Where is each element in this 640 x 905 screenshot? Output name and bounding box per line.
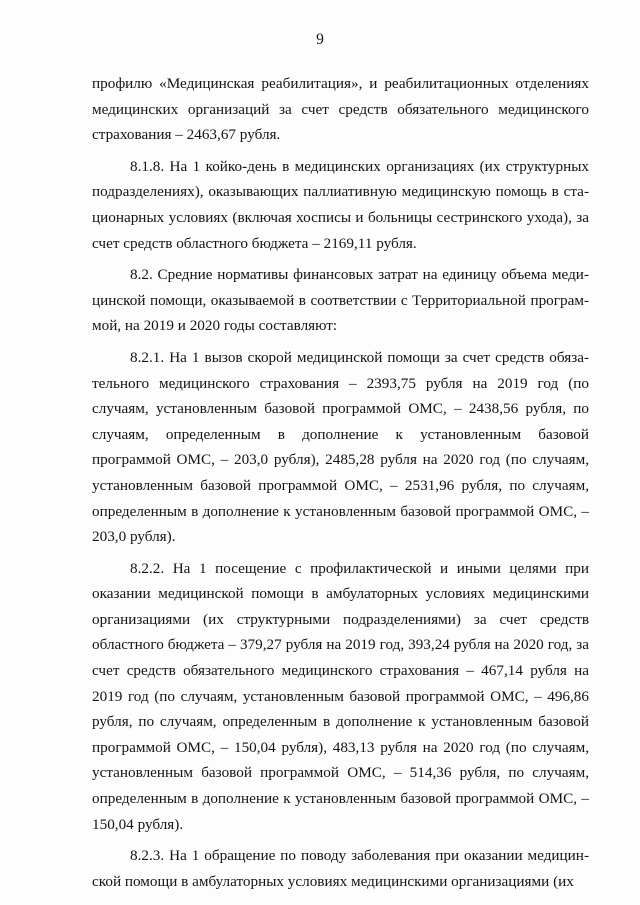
- document-body: [92, 71, 589, 900]
- paragraph-8-2-1: 8.2.1. На 1 вызов скорой медицинской помощи за счет средств обязательного медицинского страхования – 2393,75 рубля на 2019 год (по случаям, установленным базовой программой ОМС, – 2438,56 рубля, по случаям, определенным в дополнение к установленным базовой программой ОМС, – 203,0 рубля), 2485,28 рубля на 2020 год (по случаям, установленным базовой программой ОМС, – 2531,96 рубля, по случаям, определенным в дополнение к установленным базовой программой ОМС, – 203,0 рубля).: [92, 348, 589, 546]
- paragraph-8-2-3: 8.2.3. На 1 обращение по поводу заболевания при оказании медицинской помощи в амбулаторных условиях медицинскими организациями (их: [92, 847, 589, 890]
- paragraph-continuation: профилю «Медицинская реабилитация», и реабилитационных отделениях медицинских организаций за счет средств обязательного медицинского страхования – 2463,67 рубля.: [92, 75, 589, 144]
- paragraph-8-2-2: 8.2.2. На 1 посещение с профилактической и иными целями при оказании медицинской помощи в амбулаторных условиях медицинскими организациями (их структурными подразделениями) за счет средств областного бюджета – 379,27 рубля на 2019 год, 393,24 рубля на 2020 год, за счет средств обязательного медицинского страхования – 467,14 рубля на 2019 год (по случаям, установленным базовой программой ОМС, – 496,86 рубля, по случаям, определенным в дополнение к установленным базовой программой ОМС, – 150,04 рубля), 483,13 рубля на 2020 год (по случаям, установленным базовой программой ОМС, – 514,36 рубля, по случаям, определенным в дополнение к установленным базовой программой ОМС, – 150,04 рубля).: [92, 559, 589, 833]
- paragraph-8-2: 8.2. Средние нормативы финансовых затрат на единицу объема медицинской помощи, оказываемой в соответствии с Территориальной программой, на 2019 и 2020 годы составляют:: [92, 266, 589, 335]
- page-number: 9: [316, 31, 324, 48]
- paragraph-8-1-8: 8.1.8. На 1 койко-день в медицинских организациях (их структурных подразделениях), оказывающих паллиативную медицинскую помощь в стационарных условиях (включая хосписы и больницы сестринского ухода), за счет средств областного бюджета – 2169,11 рубля.: [92, 157, 589, 252]
